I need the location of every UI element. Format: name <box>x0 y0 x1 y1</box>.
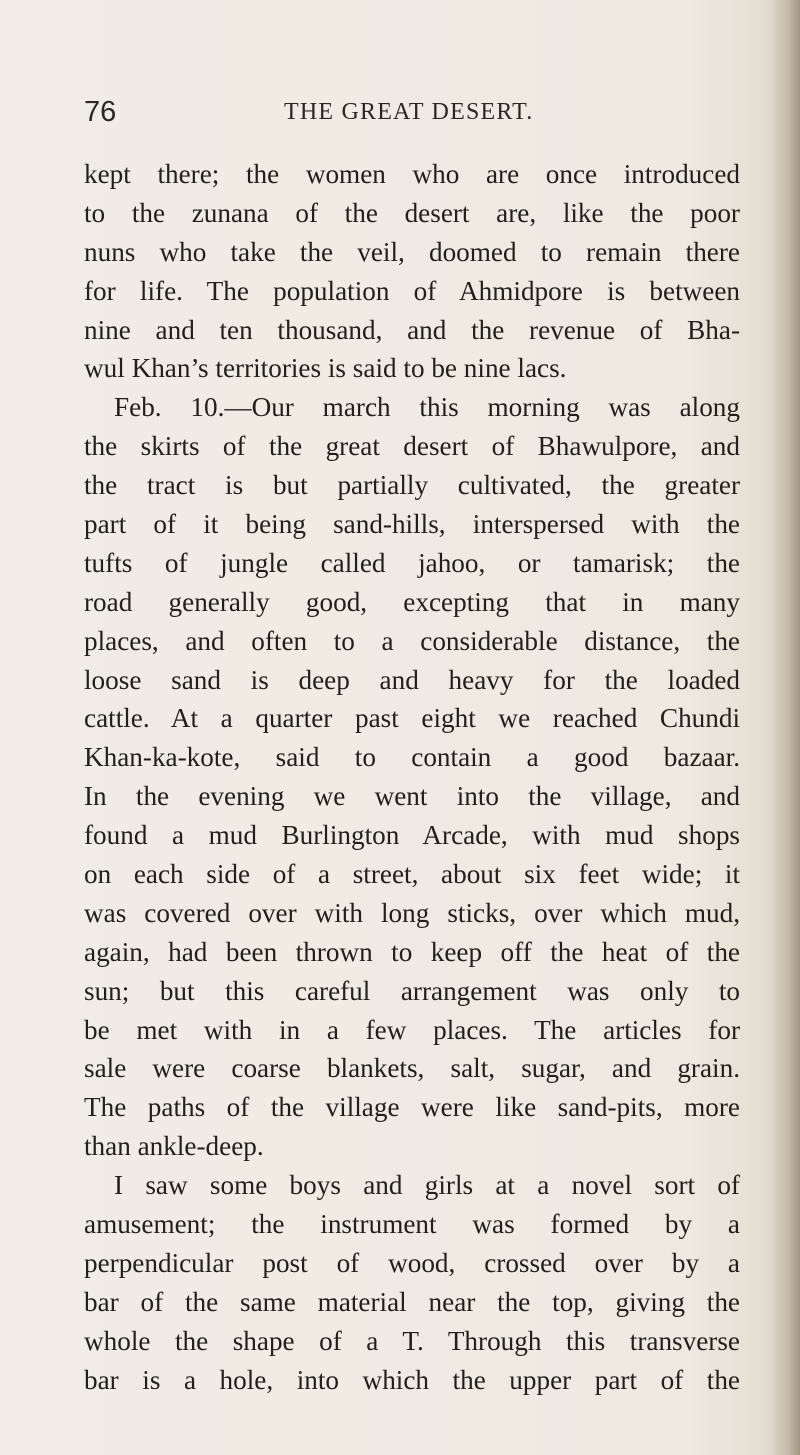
text-line: Khan-ka-kote, said to contain a good bazaar. <box>84 742 740 773</box>
text-line: to the zunana of the desert are, like the poor <box>84 197 740 228</box>
text-line: sale were coarse blankets, salt, sugar, and grain. <box>84 1053 740 1084</box>
text-line: kept there; the women who are once introduced <box>84 159 740 189</box>
text-line: tufts of jungle called jahoo, or tamarisk; the <box>84 547 740 578</box>
text-line: bar of the same material near the top, giving the <box>84 1286 740 1317</box>
text-line: The paths of the village were like sand-pits, more <box>84 1092 740 1123</box>
text-line: be met with in a few places. The articles for <box>84 1014 740 1045</box>
text-line: loose sand is deep and heavy for the loaded <box>84 664 740 695</box>
text-line: part of it being sand-hills, interspersed with the <box>84 509 740 540</box>
text-line: cattle. At a quarter past eight we reached Chundi <box>84 703 740 734</box>
text-line: nuns who take the veil, doomed to remain there <box>84 236 740 267</box>
text-line: whole the shape of a T. Through this transverse <box>84 1325 740 1356</box>
running-title: THE GREAT DESERT. <box>284 99 534 125</box>
text-line: than ankle-deep. <box>84 1131 264 1162</box>
text-line: I saw some boys and girls at a novel sort of <box>114 1170 740 1201</box>
text-line: the tract is but partially cultivated, the greater <box>84 470 740 501</box>
text-line: for life. The population of Ahmidpore is between <box>84 275 740 306</box>
text-line: wul Khan’s territories is said to be nine lacs. <box>84 353 567 384</box>
text-line: Feb. 10.—Our march this morning was along <box>114 392 740 423</box>
body-text <box>84 155 740 1400</box>
text-line: found a mud Burlington Arcade, with mud shops <box>84 820 740 851</box>
text-line: the skirts of the great desert of Bhawulpore, and <box>84 431 740 462</box>
text-line: was covered over with long sticks, over which mud, <box>84 897 740 928</box>
text-line: In the evening we went into the village, and <box>84 781 740 812</box>
text-line: places, and often to a considerable distance, the <box>84 625 740 656</box>
page-number: 76 <box>84 96 117 128</box>
text-line: on each side of a street, about six feet wide; it <box>84 859 740 890</box>
text-line: bar is a hole, into which the upper part of the <box>84 1364 740 1395</box>
text-line: sun; but this careful arrangement was only to <box>84 975 740 1006</box>
text-line: again, had been thrown to keep off the heat of the <box>84 936 740 967</box>
page-header <box>84 92 704 132</box>
text-line: amusement; the instrument was formed by a <box>84 1209 740 1240</box>
page-edge-shadow <box>770 0 800 1455</box>
text-line: road generally good, excepting that in many <box>84 586 740 617</box>
text-line: nine and ten thousand, and the revenue of Bha- <box>84 314 740 345</box>
text-line: perpendicular post of wood, crossed over by a <box>84 1247 740 1278</box>
